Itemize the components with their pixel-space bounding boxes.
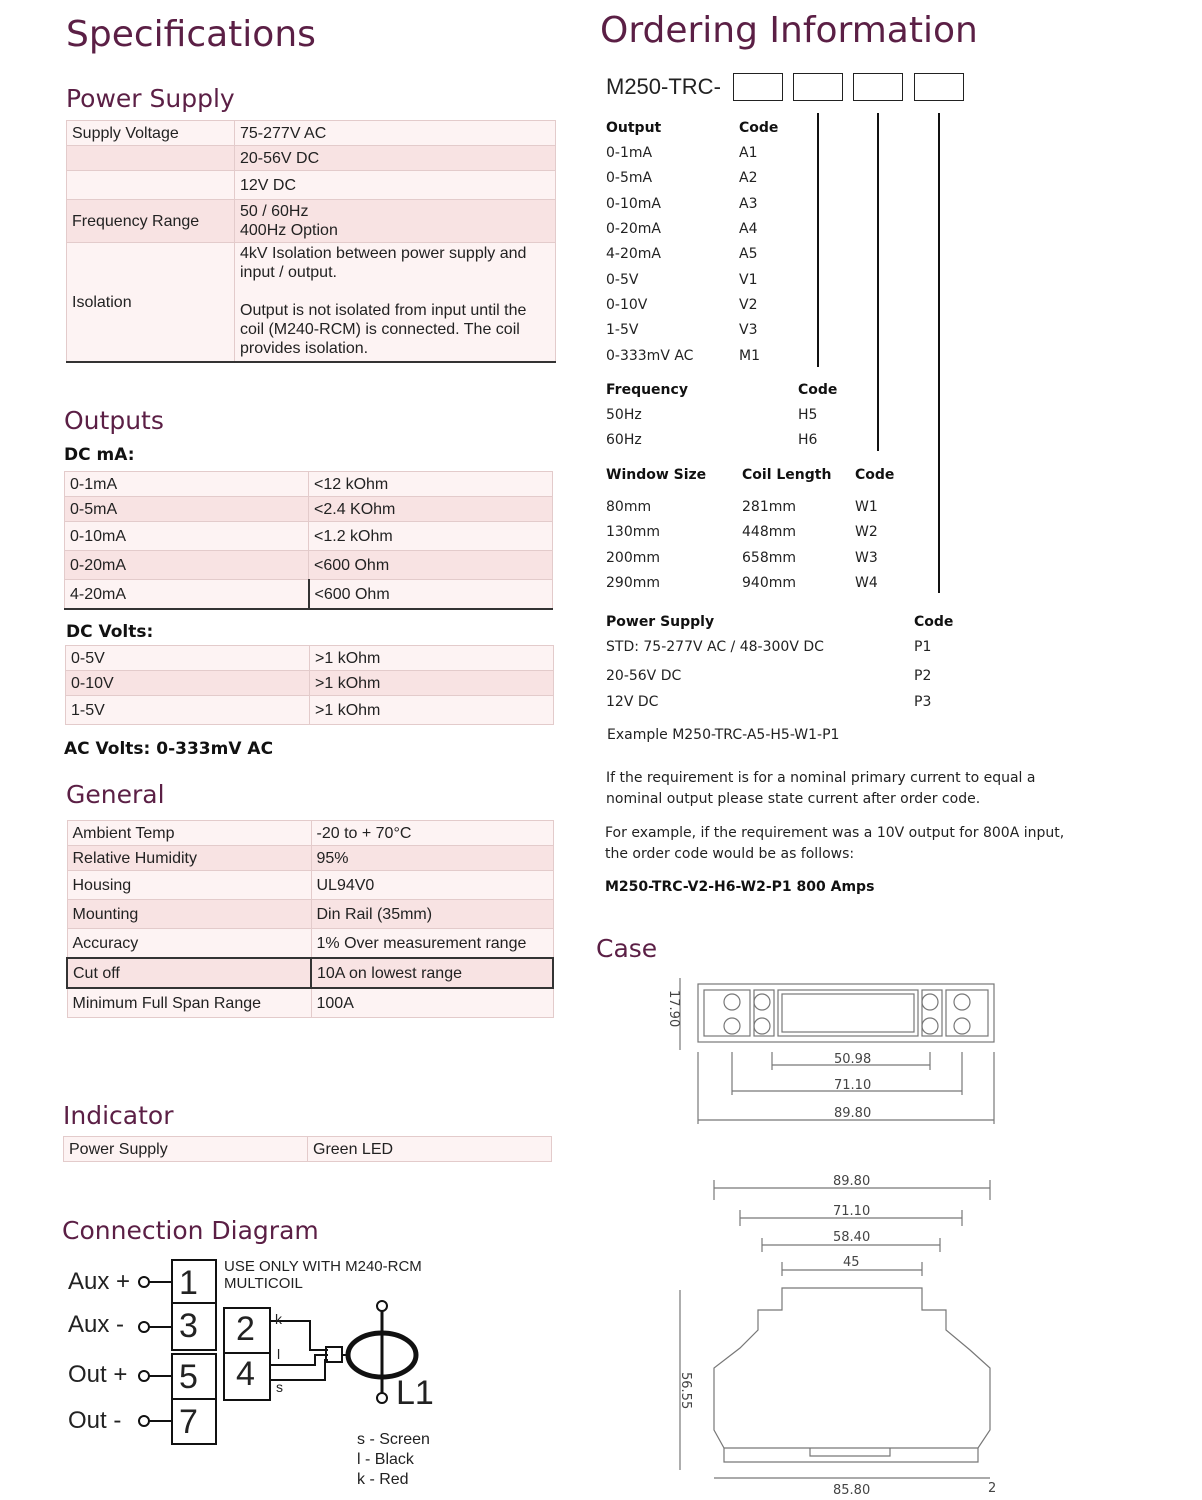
cell: 0-5V: [66, 646, 310, 671]
ordering-title: Ordering Information: [600, 10, 978, 51]
cell: Accuracy: [67, 929, 311, 959]
wire-s-label: s: [276, 1379, 283, 1395]
window-code-header: Code: [855, 467, 895, 483]
wire-k-label: k: [275, 1311, 282, 1327]
dim-text: 71.10: [833, 1204, 871, 1219]
code-line-1: [817, 113, 819, 367]
code-box-4: [914, 73, 964, 101]
output-code: V3: [739, 322, 758, 338]
frequency-code-header: Code: [798, 382, 838, 398]
cell: Isolation: [67, 243, 235, 363]
cell: [67, 146, 235, 171]
terminal-3: 3: [179, 1307, 198, 1345]
output-name: 0-5mA: [606, 170, 653, 186]
window-code: W2: [855, 524, 878, 540]
cell: UL94V0: [311, 871, 553, 900]
output-code: A3: [739, 196, 758, 212]
output-code-header: Code: [739, 120, 779, 136]
note2-line: For example, if the requirement was a 10V output for 800A input,: [605, 825, 1065, 841]
dim-text: 85.80: [833, 1483, 871, 1498]
terminal-dot: [139, 1416, 149, 1426]
page-title: Specifications: [66, 14, 316, 55]
output-code: M1: [739, 348, 760, 364]
ac-volts-label: AC Volts: 0-333mV AC: [64, 739, 274, 759]
dim-text: 2: [988, 1481, 997, 1496]
window-size: 290mm: [606, 575, 660, 591]
cell: Minimum Full Span Range: [67, 988, 311, 1018]
cell: Power Supply: [64, 1137, 308, 1162]
output-code: V2: [739, 297, 758, 313]
window-col-header: Window Size: [606, 467, 707, 483]
terminal-4: 4: [236, 1355, 255, 1393]
general-heading: General: [66, 780, 165, 809]
wire-l-label: l: [277, 1346, 281, 1362]
dc-volts-label: DC Volts:: [66, 622, 154, 642]
note1-line: nominal output please state current after order code.: [606, 791, 981, 807]
coil-length-header: Coil Length: [742, 467, 832, 483]
dim-text: 45: [843, 1255, 860, 1270]
cell: >1 kOhm: [310, 696, 554, 725]
out-minus-label: Out -: [68, 1407, 122, 1434]
frequency-code: H6: [798, 432, 818, 448]
power-supply-heading: Power Supply: [66, 84, 235, 113]
code-box-3: [853, 73, 903, 101]
coil-length: 940mm: [742, 575, 796, 591]
aux-plus-label: Aux +: [68, 1268, 131, 1295]
dim-text: 89.80: [834, 1106, 872, 1121]
dc-ma-table: [64, 471, 553, 610]
cell: 0-10V: [66, 671, 310, 696]
coil-length: 448mm: [742, 524, 796, 540]
coil-note-line: USE ONLY WITH M240-RCM: [224, 1258, 422, 1275]
dim-text: 58.40: [833, 1230, 871, 1245]
cell: <12 kOhm: [309, 472, 553, 497]
output-col-header: Output: [606, 120, 662, 136]
output-code: V1: [739, 272, 758, 288]
power-name: 20-56V DC: [606, 668, 682, 684]
cell: <2.4 KOhm: [309, 497, 553, 522]
example-code: Example M250-TRC-A5-H5-W1-P1: [607, 727, 840, 743]
code-line-3: [938, 113, 940, 593]
frequency-name: 60Hz: [606, 432, 642, 448]
cell: -20 to + 70°C: [311, 821, 553, 846]
cell: Relative Humidity: [67, 846, 311, 871]
dim-text: 50.98: [834, 1052, 872, 1067]
power-code: P1: [914, 639, 932, 655]
cell: 20-56V DC: [235, 146, 556, 171]
cell: 10A on lowest range: [311, 958, 553, 988]
cell: <600 Ohm: [309, 551, 553, 580]
cell: 4kV Isolation between power supply and input / output. Output is not isolated from input until the coil (M240-RCM) is connected. The coil provides isolation.: [235, 243, 556, 363]
cell: 4-20mA: [65, 580, 309, 610]
cell: >1 kOhm: [310, 671, 554, 696]
terminal-dot: [139, 1277, 149, 1287]
cell: Mounting: [67, 900, 311, 929]
cell: 0-20mA: [65, 551, 309, 580]
coil-length: 281mm: [742, 499, 796, 515]
power-code-header: Code: [914, 614, 954, 630]
cell: 75-277V AC: [235, 121, 556, 146]
note1-line: If the requirement is for a nominal primary current to equal a: [606, 770, 1036, 786]
power-name: STD: 75-277V AC / 48-300V DC: [606, 639, 824, 655]
case-heading: Case: [596, 934, 658, 963]
power-name: 12V DC: [606, 694, 659, 710]
terminal-dot: [139, 1322, 149, 1332]
power-supply-table: [66, 120, 556, 363]
cell: 50 / 60Hz 400Hz Option: [235, 200, 556, 243]
frequency-name: 50Hz: [606, 407, 642, 423]
output-name: 4-20mA: [606, 246, 661, 262]
wire-legend: [357, 1430, 430, 1490]
dim-text: 71.10: [834, 1078, 872, 1093]
wiring-svg: [130, 1255, 450, 1445]
outputs-heading: Outputs: [64, 406, 164, 435]
cell: [67, 171, 235, 200]
frequency-col-header: Frequency: [606, 382, 688, 398]
window-size: 80mm: [606, 499, 652, 515]
code-box-2: [793, 73, 843, 101]
cell: Ambient Temp: [67, 821, 311, 846]
indicator-table: [63, 1136, 552, 1162]
cell: <600 Ohm: [309, 580, 553, 610]
cell: 95%: [311, 846, 553, 871]
legend-item: k - Red: [357, 1471, 409, 1488]
terminal-2: 2: [236, 1310, 255, 1348]
cell: >1 kOhm: [310, 646, 554, 671]
output-name: 0-10mA: [606, 196, 661, 212]
code-box-1: [733, 73, 783, 101]
power-code: P2: [914, 668, 932, 684]
output-name: 1-5V: [606, 322, 639, 338]
example2-code: M250-TRC-V2-H6-W2-P1 800 Amps: [605, 879, 875, 895]
cell: Green LED: [308, 1137, 552, 1162]
cell: Din Rail (35mm): [311, 900, 553, 929]
cell: Housing: [67, 871, 311, 900]
dc-ma-label: DC mA:: [64, 445, 135, 465]
legend-item: s - Screen: [357, 1431, 430, 1448]
terminal-5: 5: [179, 1358, 198, 1396]
legend-item: l - Black: [357, 1451, 414, 1468]
cell: 100A: [311, 988, 553, 1018]
window-code: W1: [855, 499, 878, 515]
power-col-header: Power Supply: [606, 614, 715, 630]
aux-minus-label: Aux -: [68, 1311, 125, 1338]
case-drawing: [660, 970, 1010, 1500]
window-code: W4: [855, 575, 878, 591]
indicator-heading: Indicator: [63, 1101, 174, 1130]
code-line-2: [877, 113, 879, 451]
terminal-dot: [139, 1371, 149, 1381]
code-prefix: M250-TRC-: [606, 74, 721, 99]
cell: 0-10mA: [65, 522, 309, 551]
output-name: 0-333mV AC: [606, 348, 694, 364]
cell: 1-5V: [66, 696, 310, 725]
output-code: A5: [739, 246, 758, 262]
out-plus-label: Out +: [68, 1361, 128, 1388]
cell: Frequency Range: [67, 200, 235, 243]
power-code: P3: [914, 694, 932, 710]
output-name: 0-5V: [606, 272, 639, 288]
frequency-code: H5: [798, 407, 818, 423]
cell: 0-1mA: [65, 472, 309, 497]
coil-length: 658mm: [742, 550, 796, 566]
dim-text: 17.90: [666, 990, 681, 1028]
connection-heading: Connection Diagram: [62, 1216, 319, 1245]
output-code: A1: [739, 145, 758, 161]
output-name: 0-1mA: [606, 145, 653, 161]
dim-text: 56.55: [678, 1372, 693, 1410]
output-name: 0-10V: [606, 297, 648, 313]
terminal-1: 1: [179, 1264, 198, 1302]
note2-line: the order code would be as follows:: [605, 846, 855, 862]
window-size: 130mm: [606, 524, 660, 540]
terminal-7: 7: [179, 1403, 198, 1441]
general-table: [66, 820, 554, 1018]
cell: Cut off: [67, 958, 311, 988]
cell: 12V DC: [235, 171, 556, 200]
dc-volts-table: [65, 645, 554, 725]
cell: 0-5mA: [65, 497, 309, 522]
cell: 1% Over measurement range: [311, 929, 553, 959]
output-code: A2: [739, 170, 758, 186]
coil-note-line: MULTICOIL: [224, 1275, 303, 1292]
window-code: W3: [855, 550, 878, 566]
coil-label: L1: [396, 1374, 434, 1412]
cell: <1.2 kOhm: [309, 522, 553, 551]
cell: Supply Voltage: [67, 121, 235, 146]
dim-text: 89.80: [833, 1174, 871, 1189]
window-size: 200mm: [606, 550, 660, 566]
output-code: A4: [739, 221, 758, 237]
output-name: 0-20mA: [606, 221, 661, 237]
